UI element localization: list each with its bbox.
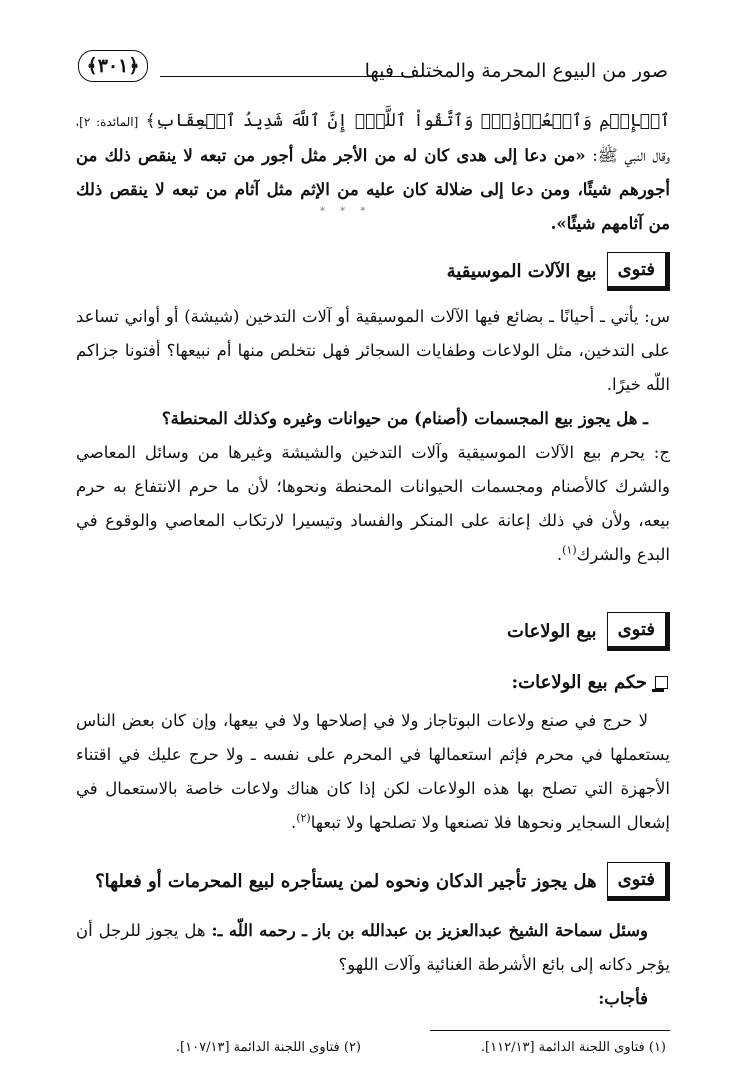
fatwa3-body [76, 914, 670, 1016]
fatwa1-answer: ج: يحرم بيع الآلات الموسيقية وآلات التدخين والشيشة وغيرها من وسائل المعاصي والشرك كالأصنام ومجسمات الحيوانات المحنطة ونحوها؛ لأن ما حرم الانتفاع به حرم بيعه، ولأن في ذلك إعانة على المنكر والفساد وتيسيرا لارتكاب المعاصي والوقوع في البدع والشرك [76, 443, 670, 564]
fatwa3-asked: وسئل سماحة الشيخ عبدالعزيز بن عبدالله بن باز ـ رحمه اللّه ـ: [211, 921, 648, 940]
fatwa-heading-1 [447, 252, 670, 291]
fatwa-heading-3 [95, 862, 670, 901]
fatwa3-answered: فأجاب: [598, 989, 648, 1008]
fatwa2-body: لا حرج في صنع ولاعات البوتاجاز ولا في إصلاحها ولا في بيعها، وإن كان بعض الناس يستعملها في محرم فإثم استعمالها في المحرم على نفسه ـ ولا حرج عليك في اقتناء الأجهزة التي تصلح بها هذه الولاعات لكن إذا كان هناك ولاعات خاصة بالاستعمال في إشعال السجاير ونحوها فلا تصنعها ولا تصلحها ولا تبعها$^{(٢)}$. [76, 711, 670, 832]
header-rule [160, 76, 408, 77]
fatwa-label: فتوى [607, 862, 670, 901]
verse-reference: [المائدة: ٢] [79, 115, 139, 129]
footnote-marker: (٢) [296, 811, 311, 825]
fatwa-topic: بيع الولاعات [507, 621, 597, 642]
running-title: صور من البيوع المحرمة والمختلف فيها [364, 60, 668, 82]
prophet-saying: ، وقال النبي ﷺ: [76, 111, 670, 165]
fatwa-heading-2 [507, 612, 670, 651]
fatwa-topic: بيع الآلات الموسيقية [446, 261, 597, 282]
fatwa-label: فتوى [607, 252, 670, 291]
footnote-marker: (١) [562, 543, 577, 557]
fatwa1-question2: ـ هل يجوز بيع المجسمات (أصنام) من حيوانات وغيره وكذلك المحنطة؟ [161, 409, 648, 428]
fatwa1-question: س: يأتي ـ أحيانًا ـ بضائع فيها الآلات الموسيقية أو آلات التدخين (شيشة) أو أواني تساعد على التدخين، مثل الولاعات وطفايات السجائر فهل نتخلص منها أم نبيعها؟ أفتونا جزاكم اللّه خيرًا. [76, 307, 670, 394]
fatwa1-body: س: يأتي ـ أحيانًا ـ بضائع فيها الآلات الموسيقية أو آلات التدخين (شيشة) أو أواني تساعد على التدخين، مثل الولاعات وطفايات السجائر فهل نتخلص منها أم نبيعها؟ أفتونا جزاكم اللّه خيرًا. ـ هل يجوز بيع المجسمات (أصنام) من حيوانات وغيره وكذلك المحنطة؟ ج: يحرم بيع الآلات الموسيقية وآلات التدخين والشيشة وغيرها من وسائل المعاصي والشرك كالأصنام ومجسمات الحيوانات المحنطة ونحوها؛ لأن ما حرم الانتفاع به حرم بيعه، ولأن في ذلك إعانة على المنكر والفساد وتيسيرا لارتكاب المعاصي والوقوع في البدع والشرك$^{(١)}$. [76, 300, 670, 572]
intro-paragraph [76, 104, 670, 241]
fatwa2-text: لا حرج في صنع ولاعات البوتاجاز ولا في إصلاحها ولا في بيعها، وإن كان بعض الناس يستعملها في محرم فإثم استعمالها في المحرم على نفسه ـ ولا حرج عليك في اقتناء الأجهزة التي تصلح بها هذه الولاعات لكن إذا كان هناك ولاعات خاصة بالاستعمال في إشعال السجاير ونحوها فلا تصنعها ولا تصلحها ولا تبعها [76, 711, 670, 832]
section-separator: * * * [320, 206, 372, 217]
footnote-2: (٢) فتاوى اللجنة الدائمة [١٠٧/١٣]. [175, 1040, 361, 1055]
footnote-rule [430, 1030, 670, 1031]
square-bullet-icon [655, 676, 668, 689]
fatwa-topic: هل يجوز تأجير الدكان ونحوه لمن يستأجره لبيع المحرمات أو فعلها؟ [95, 871, 597, 892]
footnote-1: (١) فتاوى اللجنة الدائمة [١١٢/١٣]. [480, 1040, 666, 1055]
fatwa3-question: هل يجوز للرجل أن يؤجر دكانه إلى بائع الأشرطة الغنائية وآلات اللهو؟ [76, 921, 670, 974]
fatwa-label: فتوى [607, 612, 670, 651]
ruling-heading-text: حكم بيع الولاعات: [511, 672, 647, 693]
ruling-heading [512, 672, 668, 693]
quran-verse: ٱلۡإِثۡمِ وَٱلۡعُدۡوَٰنِۚ وَٱتَّقُواْ ٱللَّهَۖ إِنَّ ٱللَّهَ شَدِيدُ ٱلۡعِقَابِ﴾ [145, 111, 670, 131]
hadith-text: «من دعا إلى هدى كان له من الأجر مثل أجور من تبعه لا ينقص ذلك من أجورهم شيئًا، ومن دعا إلى ضلالة كان عليه من الإثم مثل آثام من تبعه لا ينقص ذلك من آثامهم شيئًا». [76, 146, 670, 233]
page-number: ﴿٣٠١﴾ [78, 50, 148, 82]
